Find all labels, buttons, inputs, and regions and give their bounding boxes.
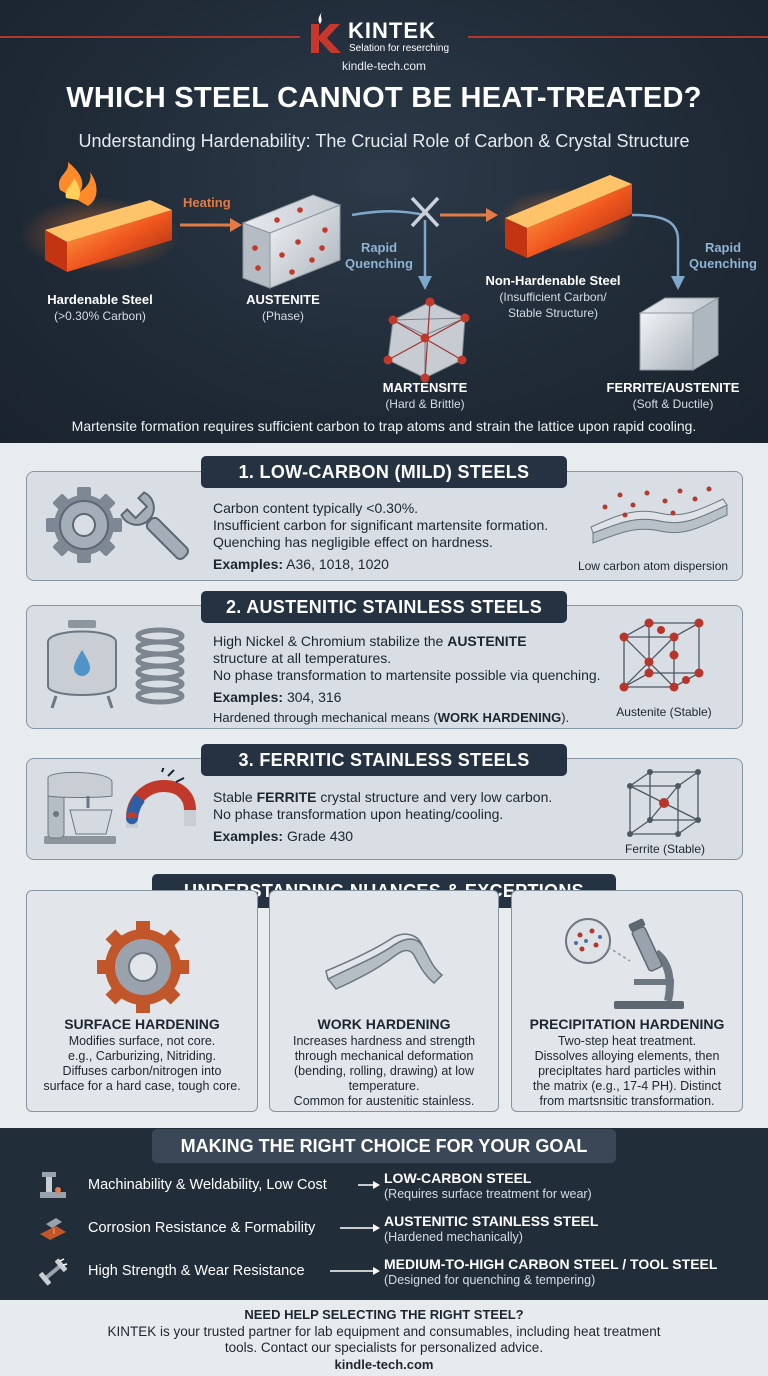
nuance-card-surface bbox=[26, 890, 258, 1112]
ferrite-figure-caption: Ferrite (Stable) bbox=[624, 842, 706, 856]
goal-machinability: Machinability & Weldability, Low Cost bbox=[88, 1177, 327, 1193]
arrow-right-icon bbox=[358, 1179, 380, 1191]
tank-spring-icon bbox=[40, 616, 190, 712]
arrow-right-icon bbox=[330, 1265, 380, 1277]
header-rule-right bbox=[468, 36, 768, 38]
nuance-card-precipitation bbox=[511, 890, 743, 1112]
result-low-carbon: LOW-CARBON STEEL (Requires surface treatment for wear) bbox=[384, 1170, 592, 1201]
site-url[interactable]: kindle-tech.com bbox=[341, 59, 427, 73]
ferrite-austenite-label: FERRITE/AUSTENITE (Soft & Ductile) bbox=[606, 380, 740, 411]
bent-sheet-icon bbox=[322, 927, 452, 1007]
martensite-label: MARTENSITE (Hard & Brittle) bbox=[382, 380, 468, 411]
brand-logo[interactable] bbox=[308, 8, 468, 56]
diagram-caption: Martensite formation requires sufficient carbon to trap atoms and strain the lattice upon rapid cooling. bbox=[71, 418, 697, 434]
hot-steel-bar-icon bbox=[20, 162, 180, 273]
result-tool-steel: MEDIUM-TO-HIGH CARBON STEEL / TOOL STEEL (Designed for quenching & tempering) bbox=[384, 1256, 718, 1287]
goal-strength: High Strength & Wear Resistance bbox=[88, 1263, 305, 1279]
austenite-block-icon bbox=[243, 195, 340, 288]
header-rule-left bbox=[0, 36, 300, 38]
section-low-carbon-body: Carbon content typically <0.30%. Insufficient carbon for significant martensite formation. Quenching has negligible effect on hardness. Examples: A36, 1018, 1020 bbox=[213, 500, 549, 572]
goal-corrosion: Corrosion Resistance & Formability bbox=[88, 1220, 316, 1236]
section-ferritic-body: Stable FERRITE crystal structure and very low carbon. No phase transformation upon heating/cooling. Examples: Grade 430 bbox=[213, 789, 553, 844]
nuance-title-surface: SURFACE HARDENING bbox=[64, 1016, 220, 1032]
nuance-title-precipitation: PRECIPITATION HARDENING bbox=[529, 1016, 725, 1032]
nuance-card-work bbox=[269, 890, 499, 1112]
quench-label-left: Rapid Quenching bbox=[345, 240, 413, 271]
nuances-title: UNDERSTANDING bbox=[152, 874, 616, 908]
martensite-crystal-icon bbox=[384, 298, 470, 383]
kintek-logo-icon bbox=[308, 10, 344, 54]
nuance-title-work: WORK HARDENING bbox=[317, 1016, 451, 1032]
austenite-label: AUSTENITE (Phase) bbox=[246, 292, 320, 323]
nuance-body-surface: Modifies surface, not core. e.g., Carburizing, Nitriding. Diffuses carbon/nitrogen into surface for a hard case, tough core. bbox=[43, 1034, 241, 1093]
non-hardenable-steel-bar-icon bbox=[495, 175, 635, 258]
austenite-figure-caption: Austenite (Stable) bbox=[616, 705, 712, 719]
section-ferritic-title: 3. FERRITIC STAINLESS STEELS bbox=[201, 744, 567, 776]
quench-label-right: Rapid Quenching bbox=[689, 240, 757, 271]
gear-wrench-icon bbox=[42, 480, 190, 570]
brand-tagline: Selation for reserching bbox=[349, 43, 450, 54]
ferrite-austenite-cube-icon bbox=[640, 298, 718, 370]
heating-label: Heating bbox=[183, 195, 231, 210]
section-low-carbon-title: 1. LOW-CARBON (MILD) STEELS bbox=[201, 456, 567, 488]
surface-gear-icon bbox=[97, 921, 189, 1013]
arrow-right-icon bbox=[340, 1222, 380, 1234]
austenite-lattice-icon bbox=[614, 617, 714, 699]
section-austenitic-title: 2. AUSTENITIC STAINLESS STEELS bbox=[201, 591, 567, 623]
low-carbon-figure-caption: Low carbon atom dispersion bbox=[577, 559, 729, 573]
brand-name: KINTEK bbox=[348, 18, 436, 43]
page-title: WHICH STEEL CANNOT BE HEAT-TREATED? bbox=[66, 82, 702, 114]
footer-site-link[interactable]: kindle-tech.com bbox=[334, 1357, 434, 1372]
hardenable-steel-label: Hardenable Steel (>0.30% Carbon) bbox=[47, 292, 153, 323]
nuance-body-work: Increases hardness and strength through mechanical deformation (bending, rolling, drawing) at low temperature. Common for austenitic stainless. bbox=[292, 1034, 476, 1108]
steel-sheet-carbon-icon bbox=[585, 485, 735, 555]
footer-body: KINTEK is your trusted partner for lab equipment and consumables, including heat treatment tools. Contact our specialists for personalized advice. bbox=[107, 1324, 661, 1355]
footer bbox=[0, 1300, 768, 1376]
ferrite-lattice-icon bbox=[620, 766, 710, 842]
hero-panel bbox=[0, 0, 768, 443]
non-hardenable-label: Non-Hardenable Steel (Insufficient Carbon/ Stable Structure) bbox=[485, 273, 621, 320]
microscope-icon bbox=[560, 913, 700, 1013]
dumbbell-icon bbox=[38, 1257, 68, 1287]
forming-metal-icon bbox=[38, 1214, 68, 1244]
mixer-magnet-icon bbox=[40, 768, 200, 848]
welding-machine-icon bbox=[38, 1170, 68, 1200]
page-subtitle: Understanding Hardenability: The Crucial Role of Carbon & Crystal Structure bbox=[78, 131, 690, 151]
result-austenitic: AUSTENITIC STAINLESS STEEL (Hardened mechanically) bbox=[384, 1213, 599, 1244]
section-austenitic-body: High Nickel & Chromium stabilize the AUSTENITE structure at all temperatures. No phase transformation to martensite possible via quenching. Examples: 304, 316 Hardened through mechanical means (WORK HARDENING). bbox=[213, 633, 601, 725]
choice-title: MAKING THE RIGHT CHOICE FOR YOUR GOAL bbox=[152, 1129, 616, 1163]
footer-heading: NEED HELP SELECTING THE RIGHT STEEL? bbox=[244, 1307, 524, 1322]
nuance-body-precipitation: Two-step heat treatment. Dissolves alloying elements, then precipltates hard particles within the matrix (e.g., 17-4 PH). Distinct from martsnsitic transformation. bbox=[532, 1034, 722, 1108]
